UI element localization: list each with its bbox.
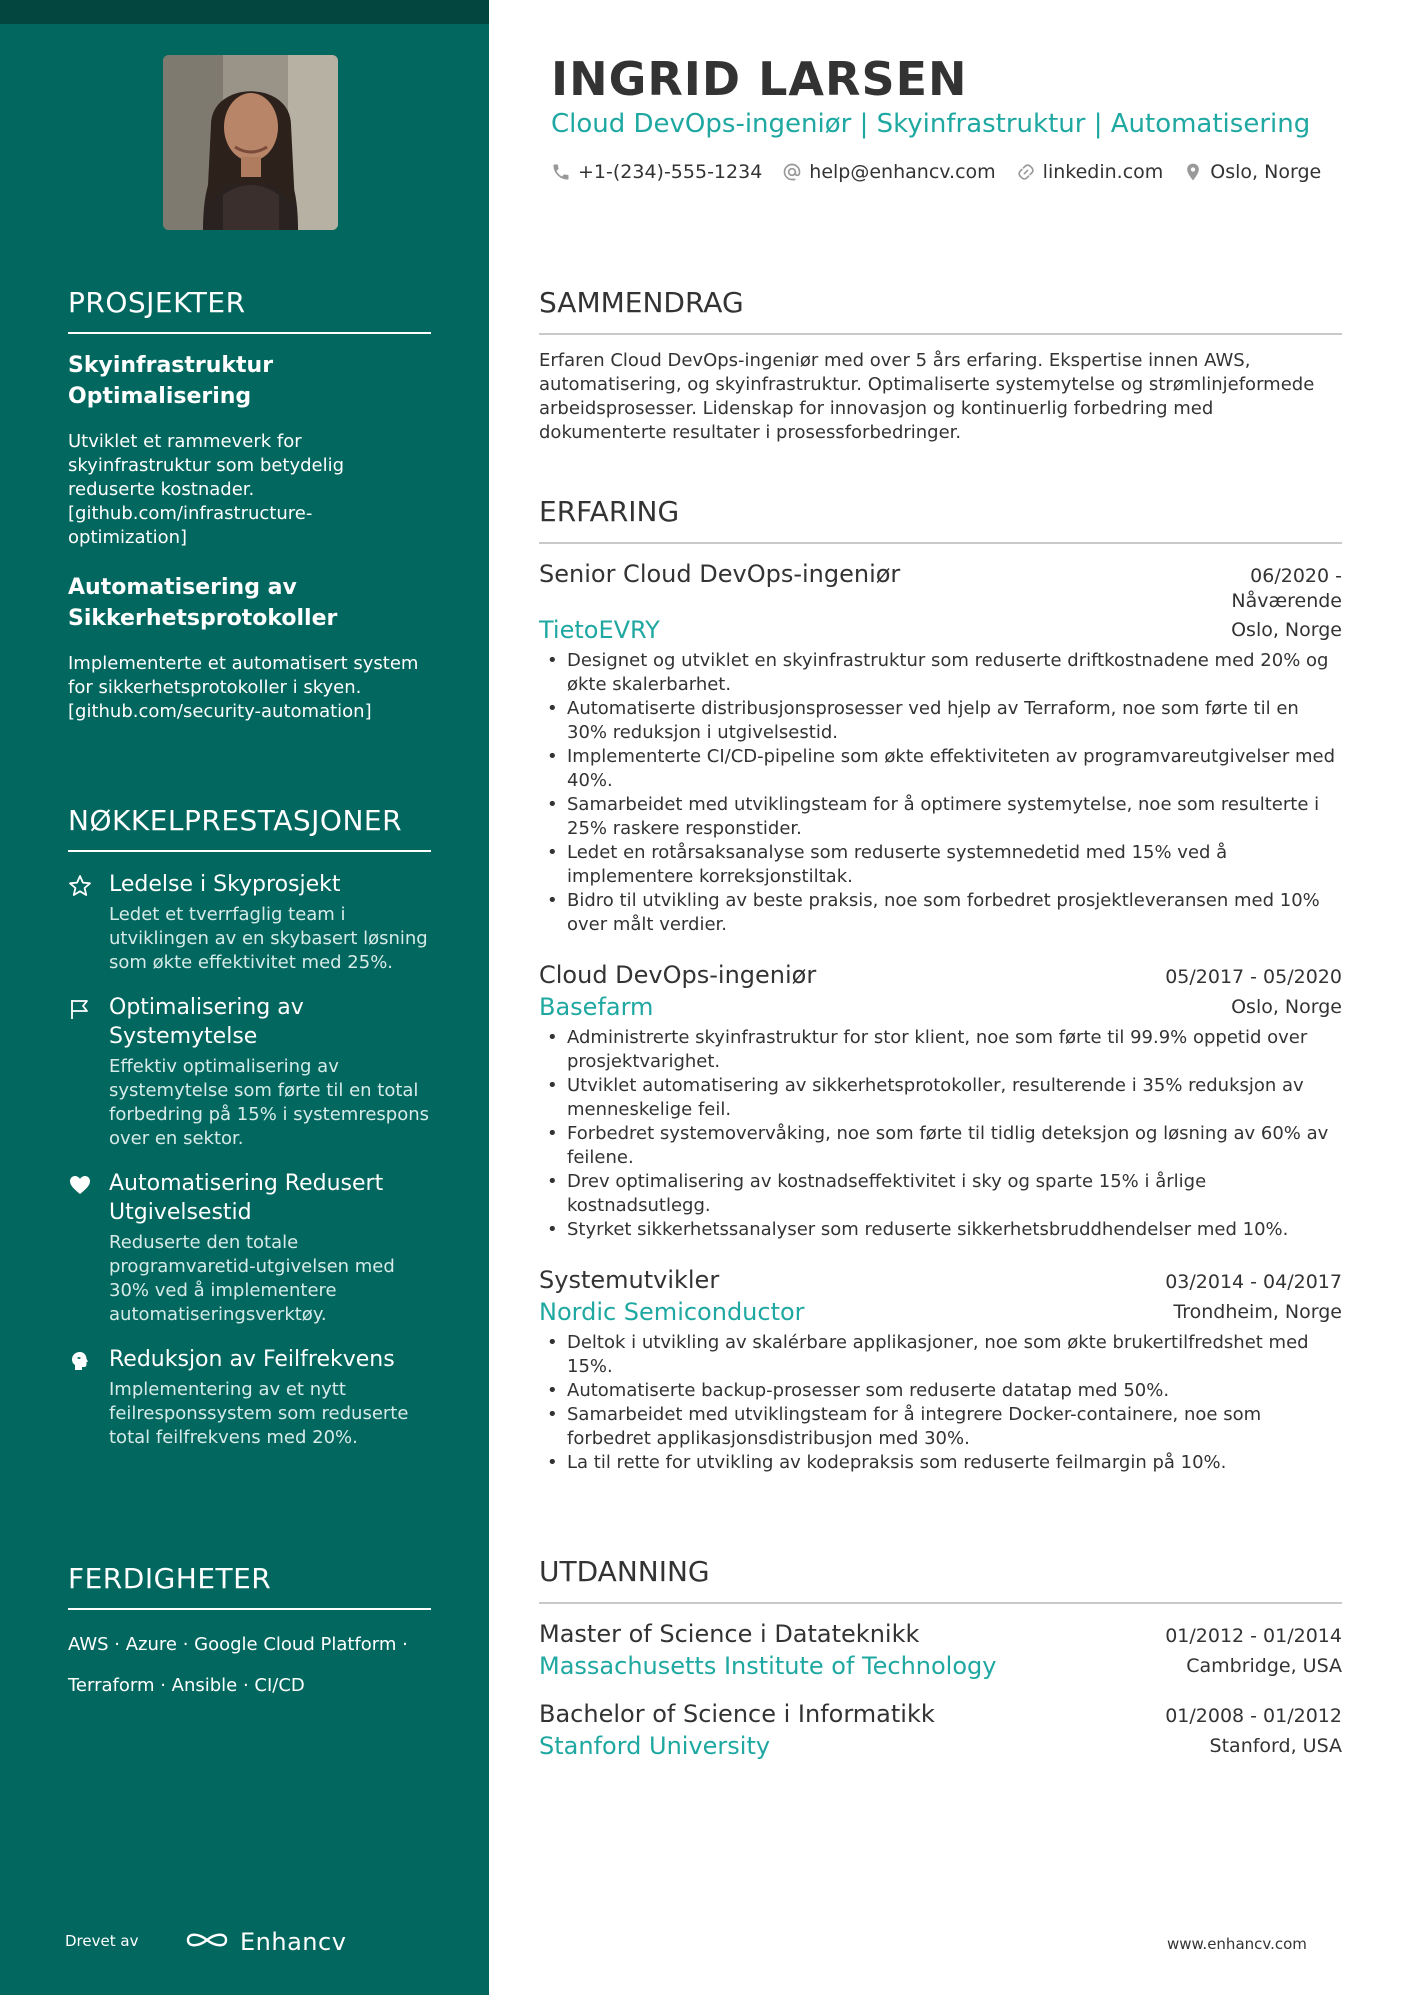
achievement-description: Effektiv optimalisering av systemytelse som førte til en total forbedring på 15% i systemrespons over en sektor. [109, 1056, 430, 1149]
education-location: Cambridge, USA [1186, 1655, 1342, 1677]
contact-linkedin[interactable] [1016, 161, 1164, 183]
skills-list [68, 1624, 431, 1706]
education-section [539, 1555, 1342, 1762]
skills-section [68, 1562, 431, 1706]
job-title: Cloud DevOps-ingeniør [539, 961, 817, 989]
job-bullet: • Automatiserte distribusjonsprosesser ved hjelp av Terraform, noe som førte til en 30% reduksjon i utgivelsestid. [539, 697, 1342, 745]
job-entry [539, 558, 1342, 937]
job-entry [539, 1264, 1342, 1475]
achievement-title: Ledelse i Skyprosjekt [109, 872, 341, 897]
job-bullet: • Automatiserte backup-prosesser som reduserte datatap med 50%. [539, 1379, 1342, 1403]
achievement-item [68, 1345, 431, 1450]
education-date: 01/2008 - 01/2012 [1165, 1705, 1342, 1727]
job-bullet: • Forbedret systemovervåking, noe som førte til tidlig deteksjon og løsning av 60% av feilene. [539, 1122, 1342, 1170]
job-entry [539, 959, 1342, 1242]
degree-title: Bachelor of Science i Informatikk [539, 1700, 935, 1728]
achievement-item [68, 870, 431, 975]
achievement-description: Implementering av et nytt feilresponssystem som reduserte total feilfrekvens med 20%. [109, 1379, 409, 1448]
skills-line: AWS · Azure · Google Cloud Platform · [68, 1634, 408, 1655]
job-bullet: • Administrerte skyinfrastruktur for stor klient, noe som førte til 99.9% oppetid over prosjektvarighet. [539, 1026, 1342, 1074]
powered-by-label: Drevet av [65, 1932, 139, 1950]
achievement-title: Optimalisering av Systemytelse [109, 995, 304, 1049]
enhancv-logo [184, 1928, 346, 1956]
school-name: Stanford University [539, 1732, 771, 1760]
job-bullet: • Samarbeidet med utviklingsteam for å integrere Docker-containere, noe som forbedret applikasjonsdistribusjon med 30%. [539, 1403, 1342, 1451]
project-description: Implementerte et automatisert system for sikkerhetsprotokoller i skyen. [github.com/security-automation] [68, 653, 419, 722]
job-title: Senior Cloud DevOps-ingeniør [539, 560, 901, 588]
job-bullet: • Drev optimalisering av kostnadseffektivitet i sky og sparte 15% i årlige kostnadsutlegg. [539, 1170, 1342, 1218]
phone-icon [551, 162, 571, 182]
achievements-section [68, 804, 431, 1450]
at-icon [782, 162, 802, 182]
job-date: 03/2014 - 04/2017 [1165, 1271, 1342, 1293]
contact-linkedin-text: linkedin.com [1042, 161, 1164, 183]
project-item [68, 572, 431, 724]
achievement-description: Reduserte den totale programvaretid-utgivelsen med 30% ved å implementere automatiseringsverktøy. [109, 1232, 395, 1325]
job-location: Trondheim, Norge [1173, 1301, 1342, 1323]
contact-phone-text: +1-(234)-555-1234 [578, 161, 763, 183]
heart-icon [68, 1173, 92, 1197]
summary-text: Erfaren Cloud DevOps-ingeniør med over 5 års erfaring. Ekspertise innen AWS, automatisering, og skyinfrastruktur. Optimaliserte systemytelse og strømlinjeformede arbeidsprosesser. Lidenskap for innovasjon og kontinuerlig forbedring med dokumenterte resultater i prosessforbedringer. [539, 350, 1315, 443]
sidebar-top-bar [0, 0, 489, 24]
achievement-title: Reduksjon av Feilfrekvens [109, 1347, 395, 1372]
experience-heading: ERFARING [539, 495, 1342, 544]
job-bullet: • Implementerte CI/CD-pipeline som økte effektiviteten av programvareutgivelser med 40%. [539, 745, 1342, 793]
school-name: Massachusetts Institute of Technology [539, 1652, 997, 1680]
job-bullet: • Ledet en rotårsaksanalyse som reduserte systemnedetid med 15% ved å implementere korreksjonstiltak. [539, 841, 1342, 889]
job-date: 06/2020 - Nåværende [1231, 565, 1342, 612]
projects-heading: PROSJEKTER [68, 286, 431, 334]
education-heading: UTDANNING [539, 1555, 1342, 1604]
job-bullet: • Deltok i utvikling av skalérbare applikasjoner, noe som økte brukertilfredshet med 15%. [539, 1331, 1342, 1379]
job-title: Systemutvikler [539, 1266, 720, 1294]
location-icon [1183, 162, 1203, 182]
contact-email-text: help@enhancv.com [809, 161, 996, 183]
enhancv-brand-name: Enhancv [240, 1928, 347, 1956]
education-date: 01/2012 - 01/2014 [1165, 1625, 1342, 1647]
job-bullets [539, 649, 1342, 937]
job-bullet: • Bidro til utvikling av beste praksis, noe som forbedret prosjektleveransen med 10% over målt verdier. [539, 889, 1342, 937]
job-location: Oslo, Norge [1231, 996, 1342, 1018]
achievement-item [68, 993, 431, 1151]
brain-icon [68, 1349, 92, 1373]
projects-section [68, 286, 431, 724]
summary-heading: SAMMENDRAG [539, 286, 1342, 335]
sidebar [0, 0, 489, 1995]
candidate-tagline: Cloud DevOps-ingeniør | Skyinfrastruktur | Automatisering [551, 109, 1311, 139]
footer-url[interactable]: www.enhancv.com [1167, 1935, 1307, 1953]
profile-photo [163, 55, 338, 230]
job-bullet: • La til rette for utvikling av kodepraksis som reduserte feilmargin på 10%. [539, 1451, 1342, 1475]
achievement-title: Automatisering Redusert Utgivelsestid [109, 1171, 384, 1225]
contact-email[interactable] [782, 161, 995, 183]
experience-section [539, 495, 1342, 1475]
skills-line: Terraform · Ansible · CI/CD [68, 1675, 305, 1696]
link-icon [1016, 162, 1036, 182]
company-name: TietoEVRY [539, 616, 660, 644]
flag-icon [68, 997, 92, 1021]
job-bullet: • Styrket sikkerhetssanalyser som reduserte sikkerhetsbruddhendelser med 10%. [539, 1218, 1342, 1242]
education-location: Stanford, USA [1209, 1735, 1342, 1757]
company-name: Basefarm [539, 993, 654, 1021]
job-bullet: • Samarbeidet med utviklingsteam for å optimere systemytelse, noe som resulterte i 25% raskere responstider. [539, 793, 1342, 841]
contact-bar [551, 161, 1321, 183]
project-item [68, 350, 431, 550]
project-title: Automatisering av Sikkerhetsprotokoller [68, 575, 338, 631]
degree-title: Master of Science i Datateknikk [539, 1620, 920, 1648]
achievement-description: Ledet et tverrfaglig team i utviklingen av en skybasert løsning som økte effektivitet med 25%. [109, 904, 428, 973]
education-entry [539, 1618, 1342, 1682]
job-bullet: • Designet og utviklet en skyinfrastruktur som reduserte driftkostnadene med 20% og økte skalerbarhet. [539, 649, 1342, 697]
skills-heading: FERDIGHETER [68, 1562, 431, 1610]
project-description: Utviklet et rammeverk for skyinfrastruktur som betydelig reduserte kostnader. [github.com/infrastructure-optimization] [68, 431, 345, 548]
enhancv-logo-icon [184, 1928, 230, 1956]
job-bullets [539, 1026, 1342, 1242]
job-bullet: • Utviklet automatisering av sikkerhetsprotokoller, resulterende i 35% reduksjon av menneskelige feil. [539, 1074, 1342, 1122]
job-location: Oslo, Norge [1231, 619, 1342, 641]
summary-section [539, 286, 1342, 445]
company-name: Nordic Semiconductor [539, 1298, 805, 1326]
achievements-heading: NØKKELPRESTASJONER [68, 804, 431, 852]
education-entry [539, 1698, 1342, 1762]
job-date: 05/2017 - 05/2020 [1165, 966, 1342, 988]
contact-phone[interactable] [551, 161, 762, 183]
candidate-name: INGRID LARSEN [551, 52, 968, 106]
star-icon [68, 874, 92, 898]
achievement-item [68, 1169, 431, 1327]
project-title: Skyinfrastruktur Optimalisering [68, 353, 274, 409]
contact-location-text: Oslo, Norge [1210, 161, 1322, 183]
contact-location [1183, 161, 1321, 183]
job-bullets [539, 1331, 1342, 1475]
